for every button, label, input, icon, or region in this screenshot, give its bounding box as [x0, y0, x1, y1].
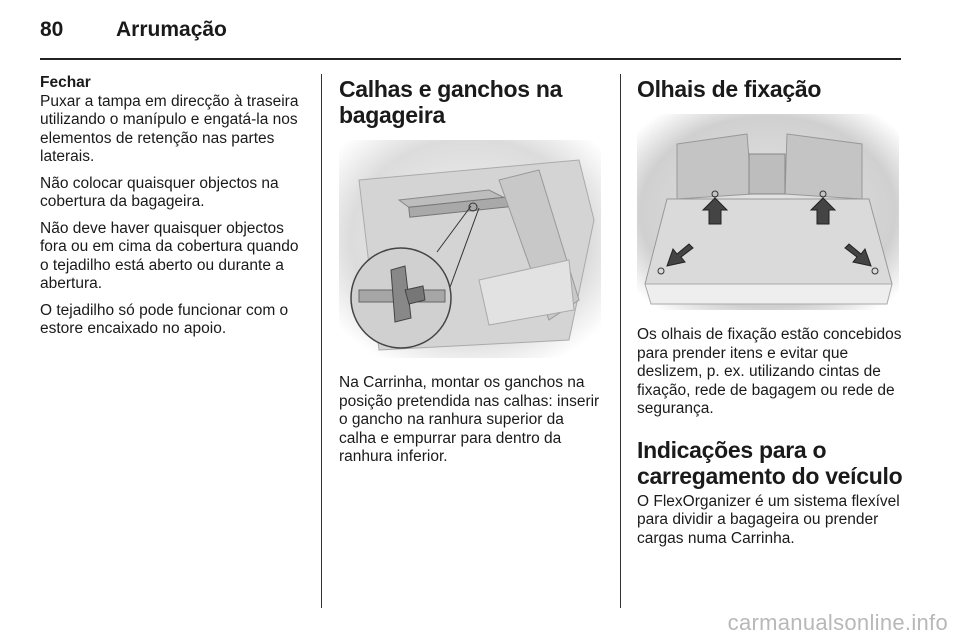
paragraph: Na Carrinha, montar os ganchos na posição pretendida nas calhas: inserir o gancho na ranhura superior da calha e empurrar para dentro da ranhura inferior. [339, 374, 600, 465]
paragraph: O tejadilho só pode funcionar com o estore encaixado no apoio. [40, 301, 289, 337]
lashing-eyes-illustration [637, 114, 907, 310]
column-3 [637, 76, 907, 556]
section-subhead: Fechar [40, 74, 91, 91]
paragraph: Os olhais de fixação estão concebidos para prender itens e evitar que deslizem, p. ex. utilizando cintas de fixação, rede de bagagem ou rede de segurança. [637, 326, 902, 417]
column-2 [339, 76, 603, 475]
section-heading: Calhas e ganchos na bagageira [339, 76, 563, 128]
header-rule [40, 58, 901, 60]
section-heading: Indicações para o carregamento do veículo [637, 436, 903, 489]
column-divider [620, 74, 621, 608]
paragraph: Não colocar quaisquer objectos na cobertura da bagageira. [40, 174, 279, 210]
column-1 [40, 74, 310, 347]
paragraph: Puxar a tampa em direcção à traseira utilizando o manípulo e engatá-la nos elementos de retenção nas partes laterais. [40, 92, 299, 165]
watermark: carmanualsonline.info [727, 610, 948, 635]
rails-hooks-illustration [339, 140, 603, 358]
page-header [40, 18, 227, 48]
page-number: 80 [40, 18, 64, 41]
section-heading: Olhais de fixação [637, 76, 822, 102]
column-divider [321, 74, 322, 608]
paragraph: O FlexOrganizer é um sistema flexível para dividir a bagageira ou prender cargas numa Carrinha. [637, 492, 900, 547]
paragraph: Não deve haver quaisquer objectos fora ou em cima da cobertura quando o tejadilho está aberto ou durante a abertura. [40, 219, 299, 292]
chapter-title: Arrumação [116, 18, 227, 41]
